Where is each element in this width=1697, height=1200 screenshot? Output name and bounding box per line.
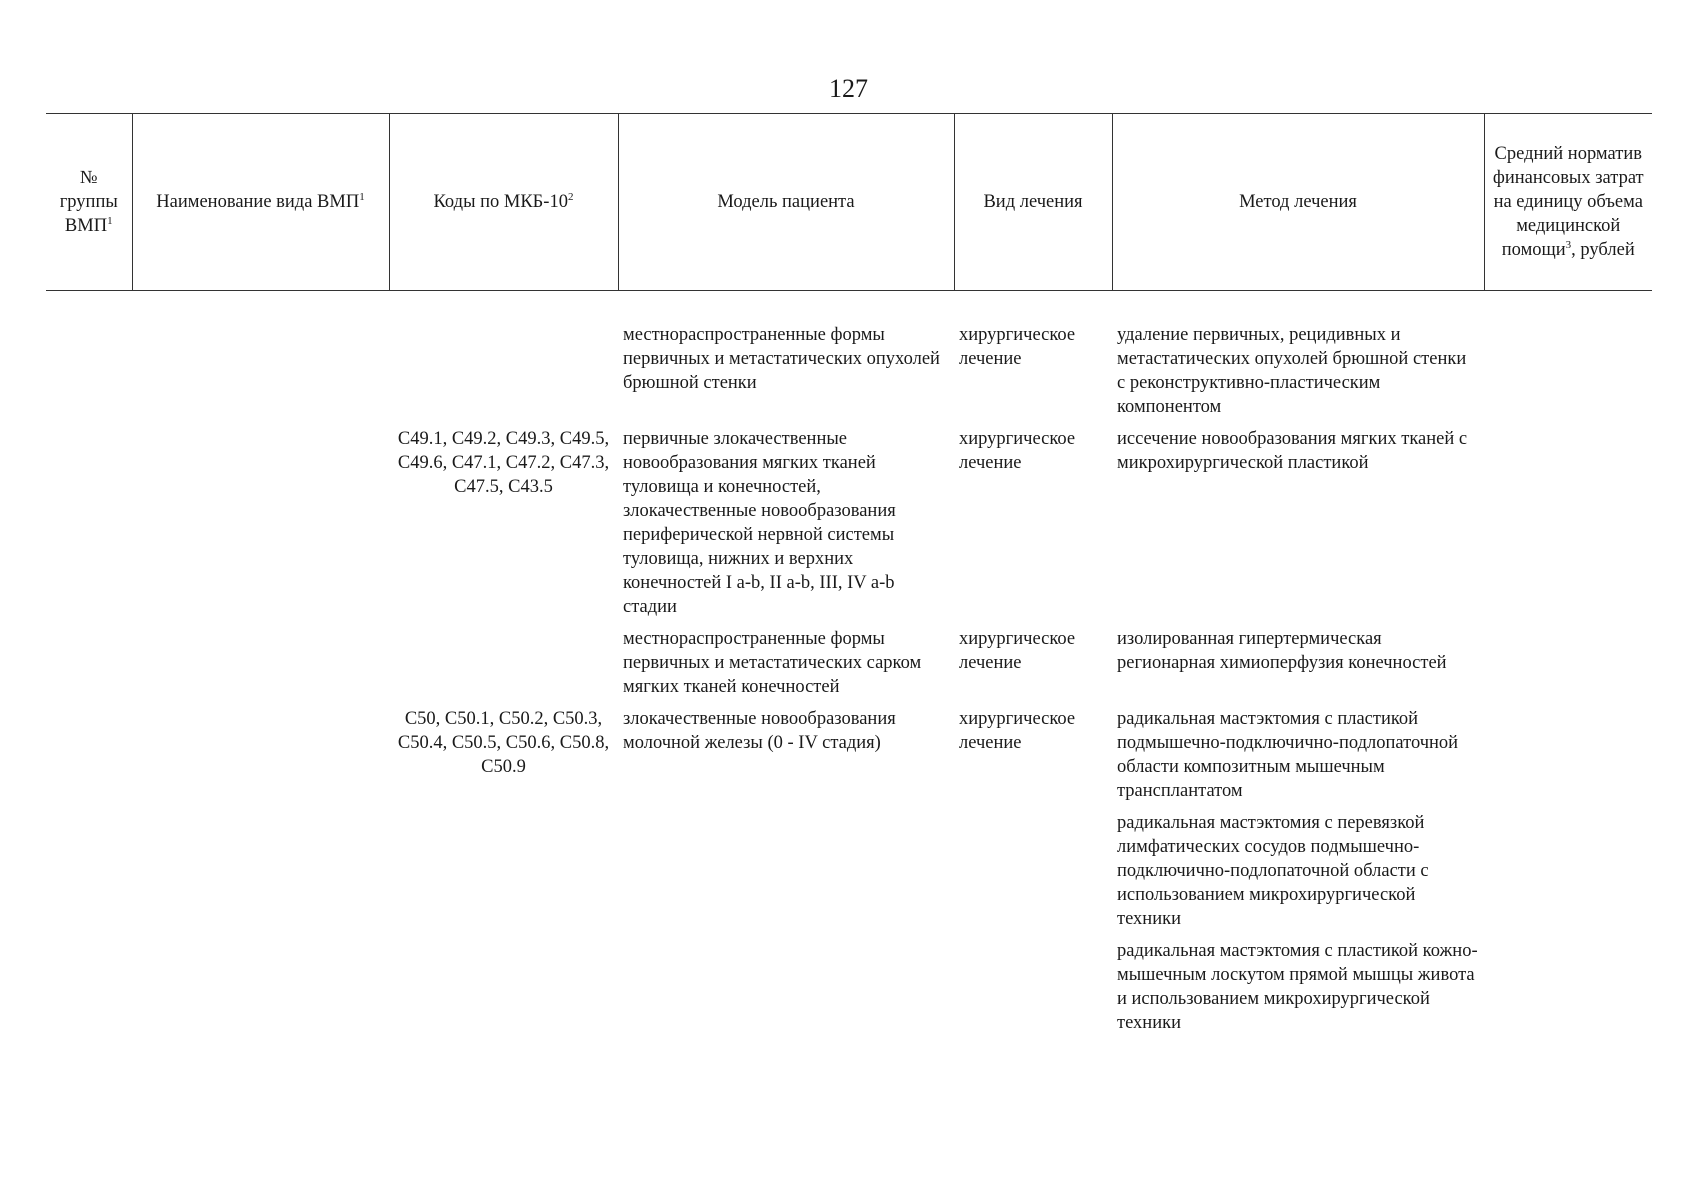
page-number: 127 [829,74,868,103]
row-method: радикальная мастэктомия с пластикой кожно-мышечным лоскутом прямой мышцы живота и использованием микрохирургической техники [1117,941,1478,1033]
row-codes: C50, C50.1, C50.2, C50.3, C50.4, C50.5, C50.6, C50.8, C50.9 [397,709,610,777]
row-method: удаление первичных, рецидивных и метастатических опухолей брюшной стенки с реконструктивно-пластическим компонентом [1117,325,1467,417]
table-row [46,321,1652,425]
row-codes: C49.1, C49.2, C49.3, C49.5, C49.6, C47.1, C47.2, C47.3, C47.5, C43.5 [397,429,610,497]
table-row [46,425,1652,625]
row-method: изолированная гипертермическая регионарная химиоперфузия конечностей [1117,629,1447,673]
header-codes: Коды по МКБ-$10^2$ [389,114,618,291]
row-methods [1112,705,1484,1041]
table-row [46,705,1652,1041]
row-method: иссечение новообразования мягких тканей с микрохирургической пластикой [1117,429,1468,473]
row-codes [389,321,618,425]
row-patient-model: злокачественные новообразования молочной железы (0 - IV стадия) [623,709,896,753]
row-methods [1112,425,1484,625]
row-methods [1112,321,1484,425]
header-name: Наименование вида ВМП$^1$ [132,114,389,291]
row-treatment-type: хирургическое лечение [959,429,1076,473]
row-patient-model: местнораспространенные формы первичных и метастатических опухолей брюшной стенки [623,325,940,393]
row-patient-model: местнораспространенные формы первичных и метастатических сарком мягких тканей конечностей [623,629,922,697]
header-cost: Средний норматив финансовых затрат на единицу объема медицинской помощи$^3$, рублей [1484,114,1652,291]
header-method: Метод лечения [1112,114,1484,291]
vmp-table-container [46,113,1652,1041]
row-treatment-type: хирургическое лечение [959,629,1076,673]
table-row [46,625,1652,705]
table-body [46,291,1652,1042]
header-patient-model: Модель пациента [618,114,954,291]
table-header [46,114,1652,291]
row-treatment-type: хирургическое лечение [959,325,1076,369]
row-method: радикальная мастэктомия с пластикой подмышечно-подключично-подлопаточной области композитным мышечным трансплантатом [1117,709,1459,801]
row-method: радикальная мастэктомия с перевязкой лимфатических сосудов подмышечно-подключично-подлопаточной области с использованием микрохирургической техники [1117,813,1429,929]
row-methods [1112,625,1484,705]
row-treatment-type: хирургическое лечение [959,709,1076,753]
row-patient-model: первичные злокачественные новообразования мягких тканей туловища и конечностей, злокачественные новообразования периферической нервной системы туловища, нижних и верхних конечностей I a-b, II a-b, III, IV a-b стадии [623,429,896,617]
vmp-table [46,113,1652,1041]
header-treatment-type: Вид лечения [954,114,1112,291]
row-codes [389,625,618,705]
header-group-no: № группы ВМП$^1$ [46,114,132,291]
